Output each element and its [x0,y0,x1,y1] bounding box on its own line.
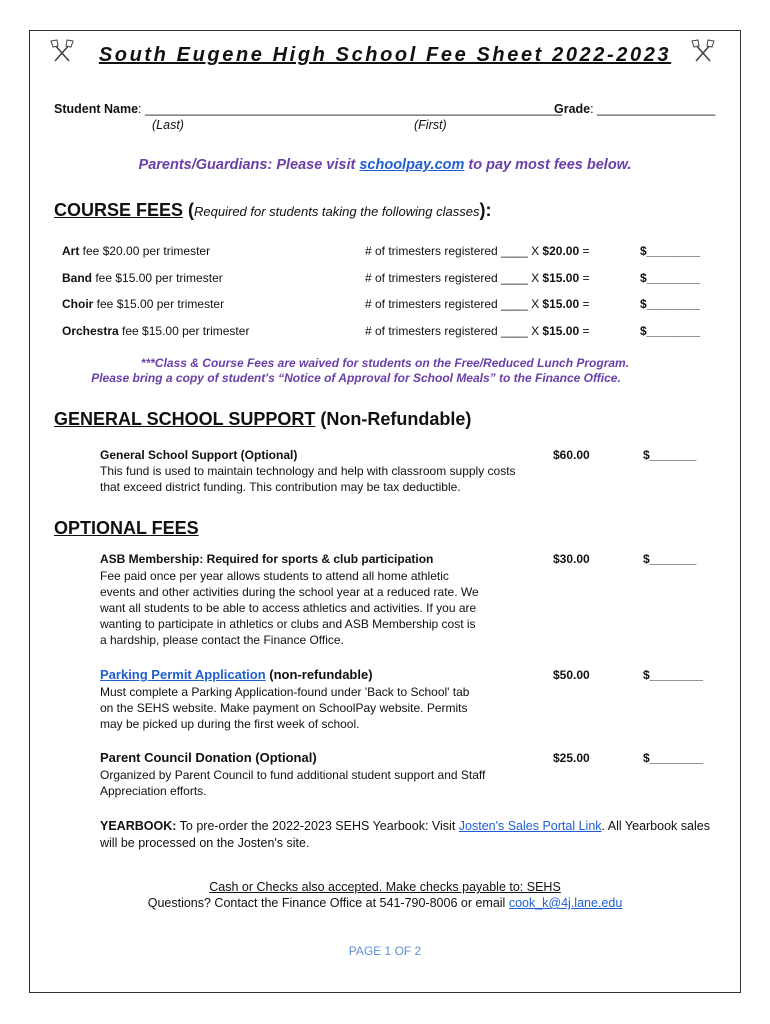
course-fee-desc: fee $15.00 per trimester [93,297,225,311]
course-name: Art [62,244,80,258]
course-rate: $15.00 [542,297,580,311]
parking-title-suffix: (non-refundable) [265,667,373,682]
yearbook-label: YEARBOOK: [100,819,177,833]
trimesters-registered[interactable] [365,271,589,285]
general-support-desc: This fund is used to maintain technology and help with classroom supply costs that exceed district funding. This contribution may be tax deductible. [100,464,516,494]
registered-text: # of trimesters registered ____ X [365,324,543,338]
first-label: (First) [414,118,447,132]
council-title: Parent Council Donation (Optional) [100,750,317,765]
equals-sign: = [579,244,590,258]
registered-text: # of trimesters registered ____ X [365,244,543,258]
grade-label: Grade [554,102,591,116]
asb-blank[interactable]: $_______ [643,552,697,566]
course-total-blank[interactable]: $________ [640,297,701,311]
equals-sign: = [579,324,590,338]
asb-amount: $30.00 [553,552,590,566]
course-total-blank[interactable]: $________ [640,244,701,258]
trimesters-registered[interactable] [365,244,589,258]
parking-desc: Must complete a Parking Application-found under 'Back to School' tab on the SEHS website. Make payment on SchoolPay website. Permits may be picked up during the first week of school. [100,685,470,731]
schoolpay-link[interactable]: schoolpay.com [359,157,465,173]
asb-desc: Fee paid once per year allows students to attend all home athletic events and other activities during the school year at a reduced rate. We want all students to be able to access athletics and activities. If you are wanting to participate in athletics or clubs and ASB Membership cost is a hardship, please contact the Finance Office. [100,569,479,647]
course-rate: $15.00 [542,271,580,285]
course-rate: $20.00 [542,244,580,258]
council-desc: Organized by Parent Council to fund additional student support and Staff Appreciation efforts. [100,768,486,798]
general-support-heading-row [54,409,471,430]
questions-note [0,896,770,910]
yearbook-text-2: . All Yearbook sales will be processed on the Josten's site. [100,819,710,850]
grade-row [554,102,715,116]
general-support-heading-suffix: (Non-Refundable) [315,409,472,429]
course-name: Orchestra [62,324,119,338]
waiver-note-2: Please bring a copy of student's “Notice of Approval for School Meals” to the Finance Office. [91,371,621,385]
course-fee-desc: fee $15.00 per trimester [92,271,223,285]
finance-email-link[interactable]: cook_k@4j.lane.edu [508,896,623,910]
course-total-blank[interactable]: $________ [640,271,701,285]
asb-title: ASB Membership: Required for sports & club participation [100,552,434,566]
course-name: Choir [62,297,94,311]
student-name-label: Student Name [54,102,139,116]
trimesters-registered[interactable] [365,324,589,338]
trimesters-registered[interactable] [365,297,589,311]
optional-fees-heading: OPTIONAL FEES [54,518,199,538]
course-fee-row-label [62,244,210,258]
general-support-blank[interactable]: $_______ [643,448,697,462]
jostens-portal-link[interactable]: Josten's Sales Portal Link [458,819,602,833]
notice-suffix: to pay most fees below. [464,157,632,173]
yearbook-text: To pre-order the 2022-2023 SEHS Yearbook: Visit [176,819,459,833]
parking-blank[interactable]: $________ [643,668,704,682]
parents-notice [0,157,770,173]
student-name-row [54,102,562,116]
course-rate: $15.00 [542,324,580,338]
general-support-amount: $60.00 [553,448,590,462]
paren-close: ): [479,200,492,220]
course-fee-desc: fee $15.00 per trimester [118,324,250,338]
paren-open: ( [183,200,195,220]
waiver-note-1: ***Class & Course Fees are waived for students on the Free/Reduced Lunch Program. [140,356,630,370]
council-blank[interactable]: $________ [643,751,704,765]
course-fees-heading: COURSE FEES [54,200,184,220]
grade-blank[interactable]: : _________________ [590,102,716,116]
general-support-heading: GENERAL SCHOOL SUPPORT [54,409,316,429]
course-name: Band [62,271,92,285]
notice-prefix: Parents/Guardians: Please visit [138,157,360,173]
course-fee-desc: fee $20.00 per trimester [79,244,211,258]
course-fee-row-label [62,271,223,285]
page-number: PAGE 1 OF 2 [348,944,422,958]
parking-amount: $50.00 [553,668,590,682]
course-fees-heading-row [54,200,491,221]
course-total-blank[interactable]: $________ [640,324,701,338]
parking-permit-link[interactable]: Parking Permit Application [100,667,266,682]
registered-text: # of trimesters registered ____ X [365,271,543,285]
parking-title-row [100,667,373,682]
equals-sign: = [579,297,590,311]
course-fees-subheading: Required for students taking the following classes [194,204,480,219]
last-label: (Last) [152,118,184,132]
questions-text: Questions? Contact the Finance Office at 541-790-8006 or email [147,896,509,910]
general-support-title: General School Support (Optional) [100,448,298,462]
council-amount: $25.00 [553,751,590,765]
course-fee-row-label [62,297,224,311]
equals-sign: = [579,271,590,285]
course-fee-row-label [62,324,249,338]
page-title: South Eugene High School Fee Sheet 2022-2023 [98,44,672,66]
student-name-blank[interactable]: : ____________________________________________________________ [138,102,563,116]
yearbook-note [100,818,710,852]
registered-text: # of trimesters registered ____ X [365,297,543,311]
checks-note: Cash or Checks also accepted. Make checks payable to: SEHS [209,880,561,894]
